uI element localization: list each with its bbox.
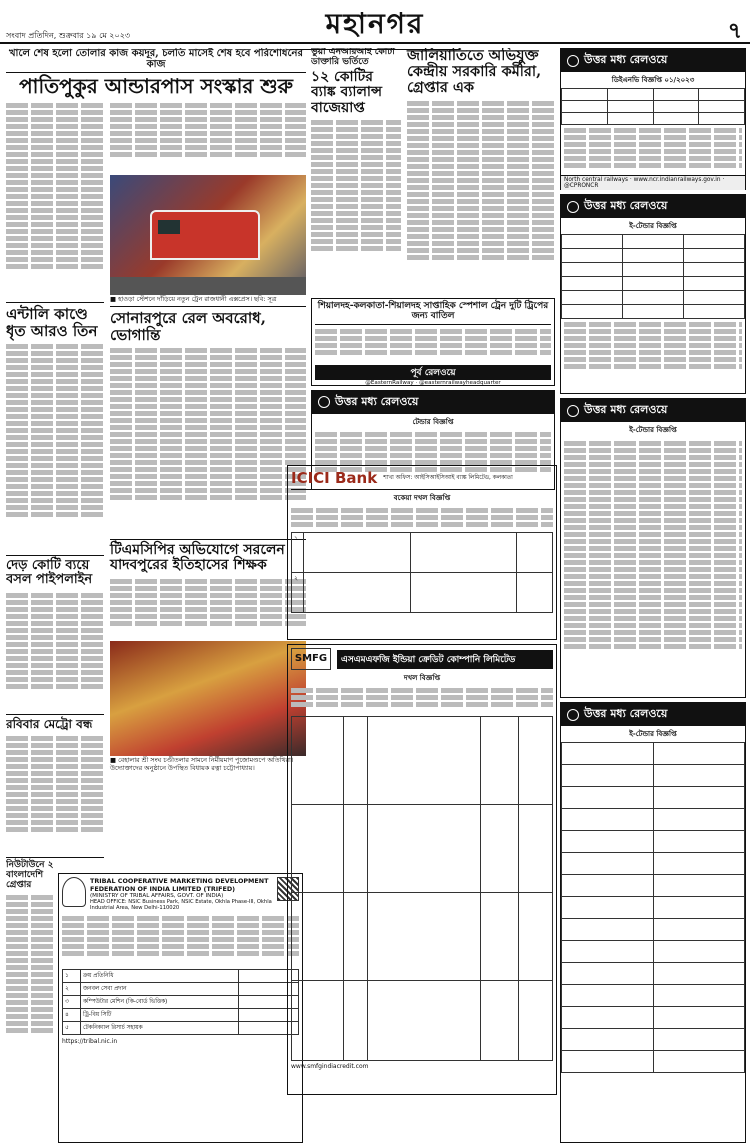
trifed-body (62, 914, 299, 966)
ncr-logo-icon (567, 405, 579, 417)
article-body (6, 734, 104, 854)
article-kicker: খালে শেষ হলো তোলার কাজ কয়দূর, চলতি মাসেই শেষ হবে পরিশোধনের কাজ (6, 48, 306, 73)
emblem-icon (62, 877, 86, 907)
table-row (562, 291, 745, 305)
smfg-name: এসএমএফজি ইন্ডিয়া ক্রেডিট কোম্পানি লিমিটেড (337, 650, 553, 669)
right-block (560, 48, 746, 1143)
article-body (110, 346, 306, 536)
er-body (315, 327, 551, 365)
masthead (0, 0, 750, 44)
photo-caption: ■ হাওড়া স্টেশনে দাঁড়িয়ে নতুন ট্রেন রাজধানী এক্সপ্রেস। ছবি: সূত্র (110, 295, 277, 303)
table-row (562, 1029, 745, 1051)
article-headline: ১২ কোটির ব্যাঙ্ক ব্যালান্স বাজেয়াপ্ত (311, 68, 382, 116)
table-row: ৪ ট্রি-বিয় সিটি (63, 1009, 299, 1022)
table-row: ১ (292, 533, 553, 573)
er-social[interactable]: @EasternRailway · @easternrailwayheadquarter (365, 379, 501, 386)
ad-subheading: ডিইএনভি বিজ্ঞপ্তি ০১/২০২৩ (611, 76, 695, 84)
er-footer: পূর্ব রেলওয়ে (315, 365, 551, 380)
smfg-body (291, 686, 553, 716)
table-row (562, 277, 745, 291)
trifed-name: TRIBAL COOPERATIVE MARKETING DEVELOPMENT FEDERATION OF INDIA LIMITED (TRIFED) (90, 877, 269, 893)
ad-body (561, 319, 745, 379)
icici-ad (287, 465, 557, 640)
ncr-logo-icon (567, 55, 579, 67)
article-headline: নিউটাউনে ২ বাংলাদেশি গ্রেপ্তার (6, 859, 54, 890)
event-photo (110, 641, 306, 756)
smfg-sub: দখল বিজ্ঞপ্তি (403, 674, 441, 682)
trifed-ministry: (MINISTRY OF TRIBAL AFFAIRS, GOVT. OF INDIA) (90, 893, 224, 899)
article-body (6, 101, 104, 299)
icici-reg: শাখা অফিস: আইসিআইসিআই ব্যাঙ্ক লিমিটেড, কলকাতা (383, 475, 513, 481)
article-body (6, 342, 104, 552)
article-headline: সোনারপুরে রেল অবরোধ, ভোগান্তি (110, 309, 266, 344)
photo-caption: ■ বেহালার শ্রী সংঘ চণ্ডীতলার সামনে নির্মীয়মাণ পুজোমণ্ডপে অতিথিরা। উদ্যোক্তাদের অনুষ্ঠানে উপস্থিত বিধায়ক রত্না চট্টোপাধ্যায়। (110, 755, 294, 772)
table-row (562, 809, 745, 831)
ad-subheading: ই-টেন্ডার বিজ্ঞপ্তি (629, 730, 677, 738)
issue-date: সংবাদ প্রতিদিন, শুক্রবার ১৯ মে ২০২৩ (6, 31, 131, 40)
table-row (562, 743, 745, 765)
ad-body (561, 438, 745, 693)
article-headline: দেড় কোটি ব্যয়ে বসল পাইপলাইন (6, 558, 93, 588)
ad-body (561, 125, 745, 175)
table-row (292, 805, 553, 893)
left-block (6, 48, 306, 1143)
article-kicker: ভুয়া এনআরআই কোটা ডাক্তারি ভর্তিতে (311, 48, 395, 67)
table-row (562, 853, 745, 875)
table-row (562, 101, 745, 113)
icici-table (291, 532, 553, 613)
icici-body (291, 506, 553, 530)
article-headline: পাতিপুকুর আন্ডারপাস সংস্কার শুরু (19, 74, 293, 98)
article-body (6, 893, 56, 1073)
table-row (562, 897, 745, 919)
ad-subheading: ই-টেন্ডার বিজ্ঞপ্তি (629, 426, 677, 434)
ad-subheading: ই-টেন্ডার বিজ্ঞপ্তি (629, 222, 677, 230)
table-row (562, 249, 745, 263)
table-row (562, 305, 745, 319)
table-row (562, 985, 745, 1007)
icici-logo: ICICI Bank (291, 469, 378, 487)
smfg-site[interactable]: www.smfgindiacredit.com (291, 1063, 369, 1070)
article-body (407, 99, 555, 294)
article-headline: রবিবার মেট্রো বন্ধ (6, 716, 93, 731)
ncr-top-ad: উত্তর মধ্য রেলওয়ে ডিইএনভি বিজ্ঞপ্তি ০১/২০২৩ North central railways · www.ncr.indianrailways.gov.in · @CPRONCR (560, 48, 746, 190)
smfg-table (291, 716, 553, 1061)
table-row (562, 919, 745, 941)
article-headline: জালিয়াতিতে অভিযুক্ত কেন্দ্রীয় সরকারি কর্মীরা, গ্রেপ্তার এক (407, 48, 542, 96)
ncr-mid-table (561, 234, 745, 319)
trifed-address: HEAD OFFICE: NSIC Business Park, NSIC Estate, Okhla Phase-III, Okhla Industrial Area, New Delhi-110020 (90, 899, 272, 911)
ncr-inline-ad: উত্তর মধ্য রেলওয়ে টেন্ডার বিজ্ঞপ্তি (311, 390, 555, 490)
article-body (311, 118, 401, 278)
er-ad (311, 298, 555, 386)
section-title: মহানগর (290, 2, 460, 50)
article-headline: টিএমসিপির অভিযোগে সরলেন যাদবপুরের ইতিহাসের শিক্ষক (110, 542, 285, 574)
table-row (562, 113, 745, 125)
table-row (562, 765, 745, 787)
table-row: ১ ক্রয় প্রতিনিধি (63, 970, 299, 983)
table-row (562, 1051, 745, 1073)
table-row (292, 981, 553, 1061)
ncr-top-table (561, 88, 745, 125)
table-row (292, 717, 553, 805)
train-photo (110, 175, 306, 295)
table-row: ৩ কম্পিউটার মেশিন (কি-বোর্ড ভিত্তিক) (63, 996, 299, 1009)
ncr-mid-ad: উত্তর মধ্য রেলওয়ে ই-টেন্ডার বিজ্ঞপ্তি (560, 194, 746, 394)
ncr-logo-icon (567, 709, 579, 721)
table-row (562, 963, 745, 985)
ncr-logo-icon (567, 201, 579, 213)
table-row (562, 941, 745, 963)
article-body (110, 101, 306, 171)
table-row (562, 787, 745, 809)
table-row (562, 235, 745, 249)
table-row (562, 875, 745, 897)
table-row (562, 89, 745, 101)
ncr-bottom-ad: উত্তর মধ্য রেলওয়ে ই-টেন্ডার বিজ্ঞপ্তি (560, 702, 746, 1143)
table-row (562, 1007, 745, 1029)
article-body (6, 591, 104, 711)
table-row: ৫ টেকনিক্যাল রিসার্চ সহায়ক (63, 1022, 299, 1035)
table-row: ২ (292, 573, 553, 613)
table-row (292, 893, 553, 981)
er-headline: শিয়ালদহ-কলকাতা-শিয়ালদহ সাপ্তাহিক স্পেশাল ট্রেন দুটি ট্রিপের জন্য বাতিল (315, 302, 551, 325)
trifed-table (62, 969, 299, 1035)
icici-notice: বকেয়া দখল বিজ্ঞপ্তি (393, 494, 451, 502)
table-row (562, 263, 745, 277)
smfg-logo: SMFG (291, 648, 331, 670)
article-headline: এন্টালি কাণ্ডে ধৃত আরও তিন (6, 305, 98, 340)
page-number: ৭ (727, 18, 742, 44)
trifed-ad (58, 873, 303, 1143)
article-body (110, 577, 306, 637)
trifed-site[interactable]: https://tribal.nic.in (62, 1038, 118, 1045)
table-row: ২ জনবল সেবা প্রদান (63, 983, 299, 996)
ncr-bottom-table (561, 742, 745, 1073)
ad-subheading: টেন্ডার বিজ্ঞপ্তি (412, 417, 454, 426)
ncr-third-ad: উত্তর মধ্য রেলওয়ে ই-টেন্ডার বিজ্ঞপ্তি (560, 398, 746, 698)
table-row (562, 831, 745, 853)
ncr-footer[interactable]: North central railways · www.ncr.indianrailways.gov.in · @CPRONCR (561, 175, 745, 190)
ncr-logo-icon (318, 396, 330, 408)
smfg-ad (287, 644, 557, 1095)
